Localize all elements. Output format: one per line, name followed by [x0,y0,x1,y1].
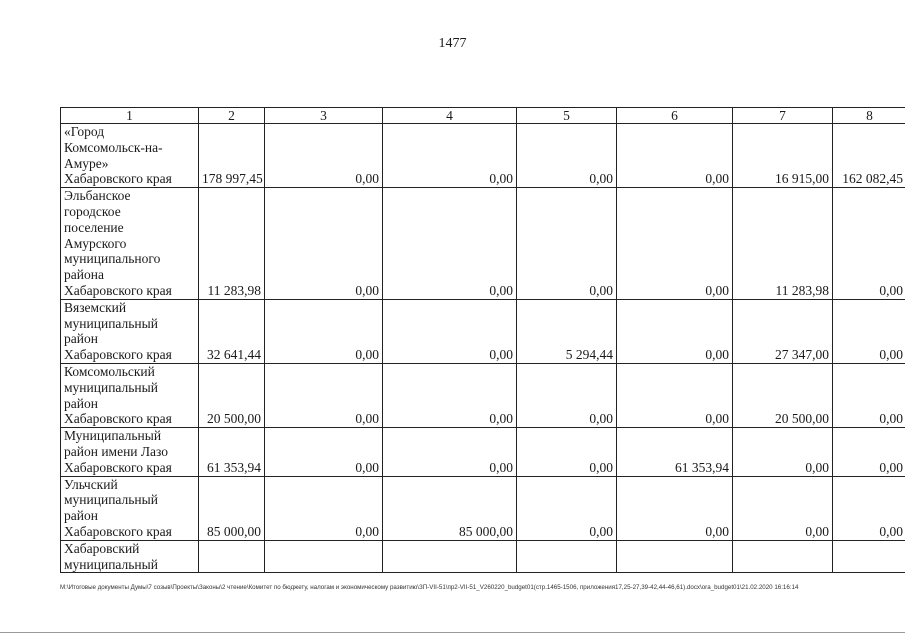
cell-col-2: 11 283,98 [199,188,265,300]
table-row [61,540,905,573]
table-row [61,188,905,300]
cell-col-2: 61 353,94 [199,428,265,476]
table-row [61,299,905,363]
cell-col-4: 0,00 [383,428,517,476]
cell-col-2: 20 500,00 [199,363,265,427]
municipality-name: Ульчский муниципальный район Хабаровского края [61,476,199,540]
page-bottom-divider [0,632,905,633]
cell-col-8: 162 082,45 [833,124,905,188]
cell-col-3: 0,00 [265,188,383,300]
municipality-name: Муниципальный район имени Лазо Хабаровского края [61,428,199,476]
cell-col-8: 0,00 [833,476,905,540]
column-header-4: 4 [383,108,517,124]
municipality-name: Эльбанское городское поселение Амурского муниципального района Хабаровского края [61,188,199,300]
table-header-row [61,108,905,124]
table-row [61,124,905,188]
cell-col-3: 0,00 [265,476,383,540]
page-number: 1477 [438,36,467,51]
cell-col-7: 16 915,00 [733,124,833,188]
cell-col-4: 0,00 [383,299,517,363]
cell-col-8: 0,00 [833,188,905,300]
cell-col-8: 0,00 [833,299,905,363]
column-header-7: 7 [733,108,833,124]
cell-col-2: 85 000,00 [199,476,265,540]
cell-col-4: 85 000,00 [383,476,517,540]
cell-col-5: 0,00 [517,188,617,300]
cell-col-7: 11 283,98 [733,188,833,300]
column-header-5: 5 [517,108,617,124]
cell-col-2: 178 997,45 [199,124,265,188]
cell-col-4: 0,00 [383,124,517,188]
cell-col-6: 0,00 [617,124,733,188]
cell-col-5: 0,00 [517,428,617,476]
municipality-name: Вяземский муниципальный район Хабаровского края [61,299,199,363]
column-header-2: 2 [199,108,265,124]
cell-col-8: 0,00 [833,428,905,476]
cell-col-7: 27 347,00 [733,299,833,363]
cell-col-6: 0,00 [617,476,733,540]
cell-col-7: 0,00 [733,476,833,540]
cell-col-3 [265,540,383,573]
cell-col-3: 0,00 [265,299,383,363]
cell-col-2: 32 641,44 [199,299,265,363]
municipality-name: Хабаровский муниципальный [61,540,199,573]
cell-col-8: 0,00 [833,363,905,427]
cell-col-5 [517,540,617,573]
cell-col-7: 20 500,00 [733,363,833,427]
table-row [61,363,905,427]
document-file-path-footer: M:\Итоговые документы Думы\7 созыв\Проекты\Законы\2 чтение\Комитет по бюджету, налогам и экономическому развитию\ЗП-VII-51\пр2-VII-51_V260220_budget01(стр.1465-1506, приложения17,25-27,39-42,44-46,61).docx\ora_budget01\21.02.2020 16:16:14 [60,584,799,591]
cell-col-3: 0,00 [265,124,383,188]
column-header-6: 6 [617,108,733,124]
municipality-name: «Город Комсомольск-на- Амуре» Хабаровского края [61,124,199,188]
cell-col-4 [383,540,517,573]
cell-col-2 [199,540,265,573]
budget-table [60,107,905,573]
cell-col-4: 0,00 [383,188,517,300]
cell-col-3: 0,00 [265,428,383,476]
cell-col-5: 0,00 [517,363,617,427]
cell-col-7 [733,540,833,573]
table-row [61,476,905,540]
cell-col-5: 0,00 [517,124,617,188]
cell-col-6: 0,00 [617,188,733,300]
cell-col-8 [833,540,905,573]
table-row [61,428,905,476]
cell-col-3: 0,00 [265,363,383,427]
cell-col-4: 0,00 [383,363,517,427]
cell-col-6: 61 353,94 [617,428,733,476]
cell-col-5: 0,00 [517,476,617,540]
cell-col-6: 0,00 [617,299,733,363]
column-header-8: 8 [833,108,905,124]
cell-col-6 [617,540,733,573]
column-header-3: 3 [265,108,383,124]
column-header-1: 1 [61,108,199,124]
cell-col-7: 0,00 [733,428,833,476]
cell-col-6: 0,00 [617,363,733,427]
cell-col-5: 5 294,44 [517,299,617,363]
municipality-name: Комсомольский муниципальный район Хабаровского края [61,363,199,427]
